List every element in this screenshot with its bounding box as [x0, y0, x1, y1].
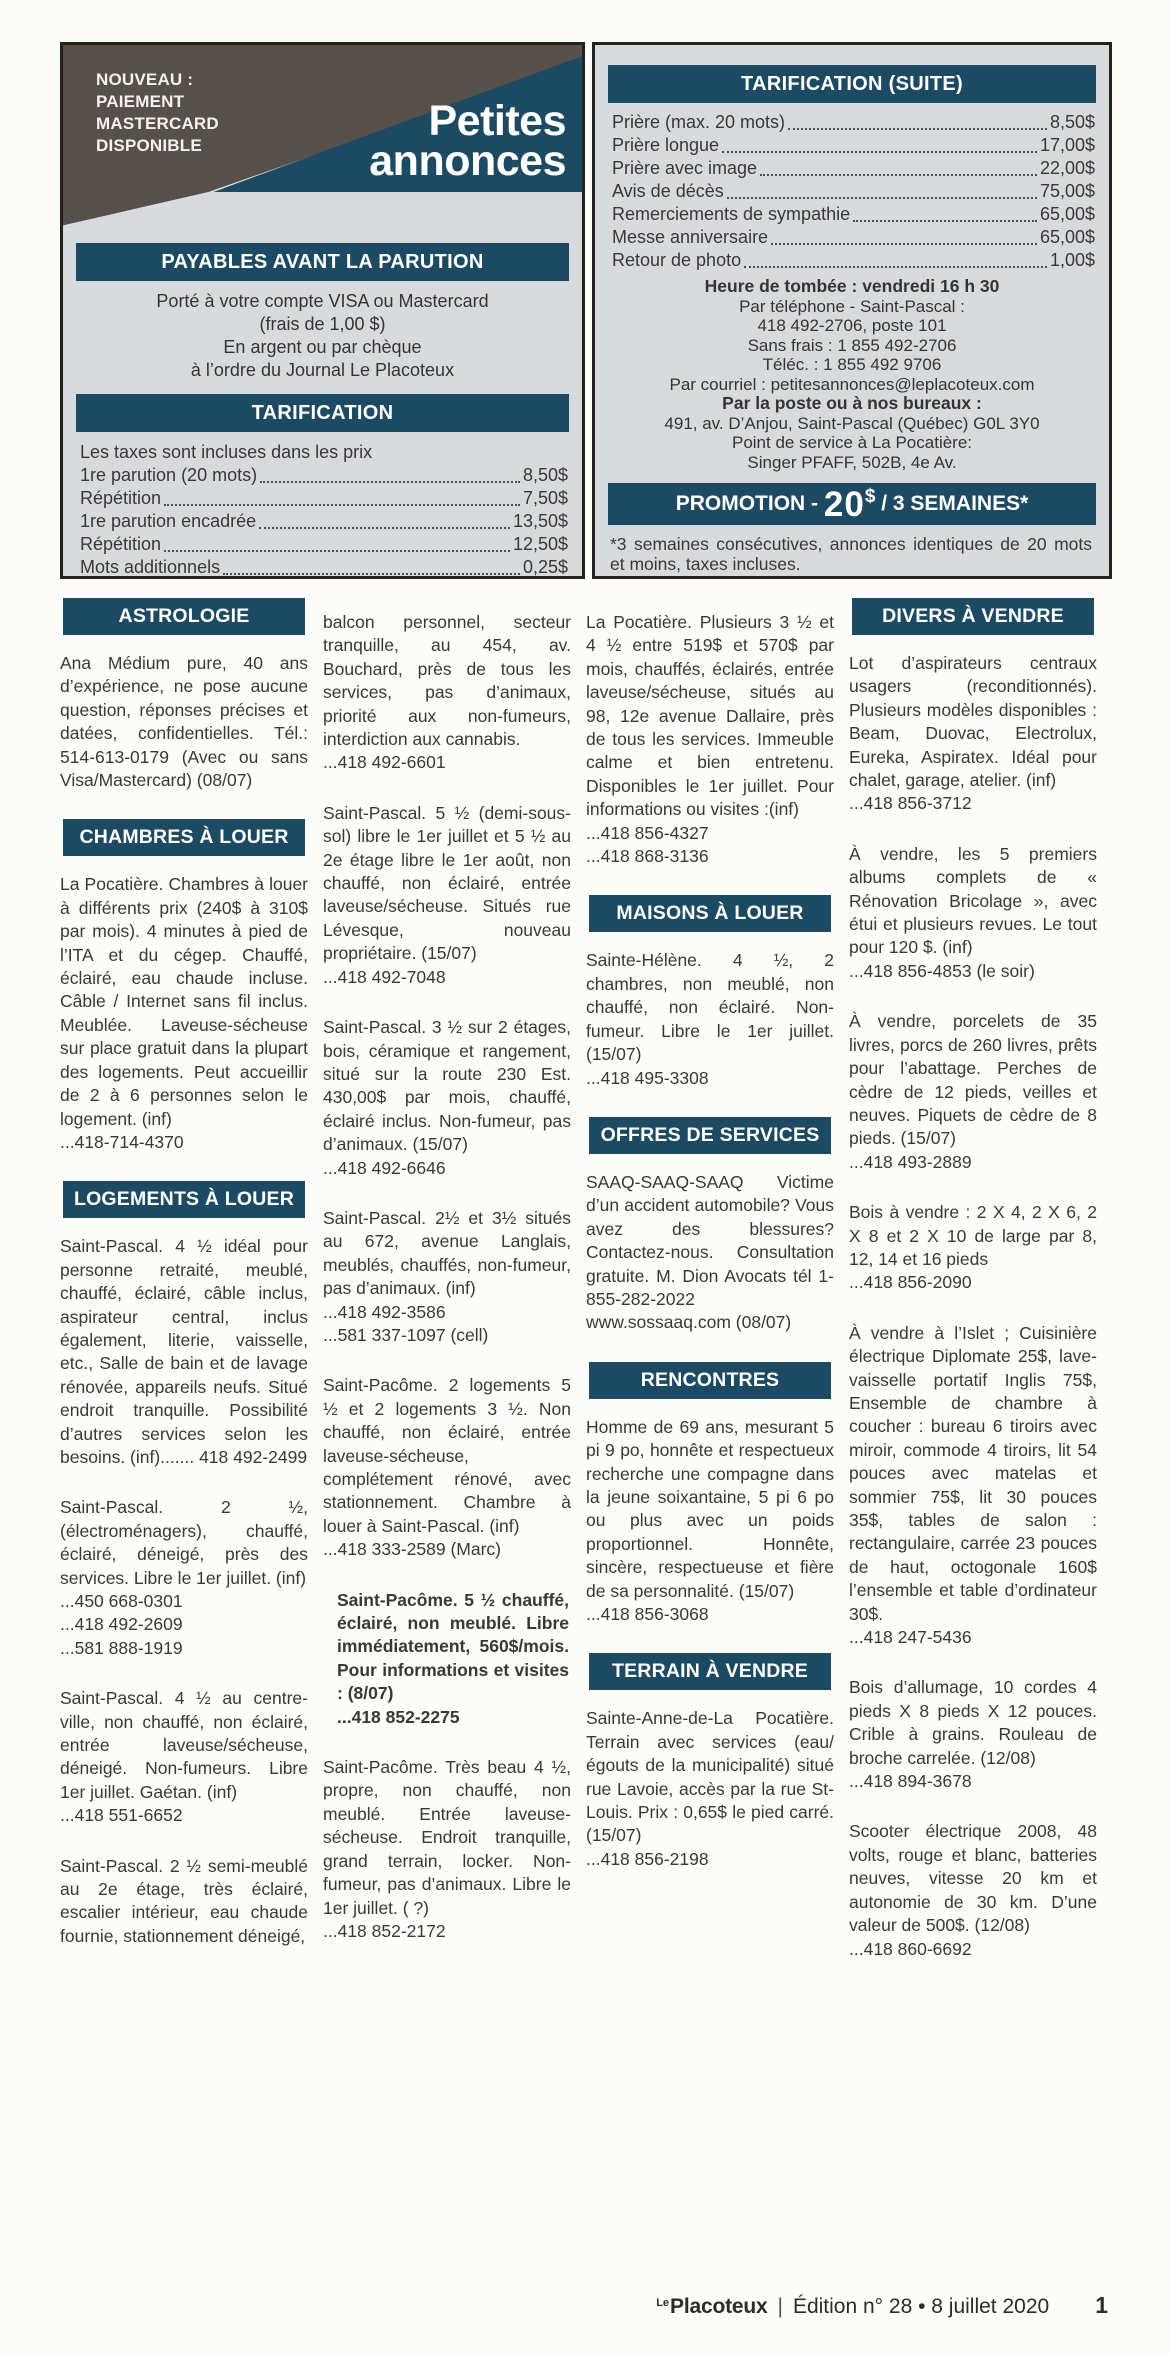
ad-text: Sainte-Hélène. 4 ½, 2 chambres, non meublé, non chauffé, non éclairé. Non-fumeur. Libre le 1er juillet. (15/07) [586, 950, 834, 1065]
tarif-price: 12,50$ [512, 534, 568, 554]
ad-phone: ...418 247-5436 [849, 1627, 972, 1648]
tarif-label: Répétition [80, 488, 162, 508]
contact-info [595, 277, 1109, 472]
page-number: 1 [1095, 2292, 1108, 2318]
classified-ad [849, 1010, 1097, 1174]
payment-method-line: (frais de 1,00 $) [259, 314, 386, 334]
category-header: ASTROLOGIE [63, 598, 305, 635]
ad-phone: ...418 856-4327 [586, 822, 709, 843]
payment-method-line: En argent ou par chèque [223, 337, 422, 357]
page-title-line1: Petites [428, 97, 566, 145]
ad-phone: ...418 492-3586 [323, 1301, 446, 1322]
category-header: OFFRES DE SERVICES [589, 1117, 831, 1154]
ad-text: À vendre à l’Islet ; Cuisinière électrique Diplomate 25$, lave-vaisselle portatif Inglis 75$, Ensemble de chambre à coucher : bureau 6 tiroirs avec miroir, commode 4 tiroirs, lit 54 pouces avec matelas et sommier 75$, lit 30 pouces 35$, tables de salon : rectangulaire, carrée 23 pouces de haut, octogonale 160$ l’ensemble et table d’ordinateur 30$. [849, 1322, 1097, 1624]
notice-line: DISPONIBLE [96, 136, 202, 156]
classified-ad [60, 1496, 308, 1660]
classified-ad [323, 1016, 571, 1180]
ad-phone: ...418-714-4370 [60, 1131, 184, 1152]
ad-text: Saint-Pascal. 2½ et 3½ situés au 672, avenue Langlais, meublés, chauffés, non-fumeur, pas d’animaux. (inf) [323, 1207, 571, 1299]
category-header: TERRAIN À VENDRE [589, 1653, 831, 1690]
ad-phone: ...418 492-7048 [323, 966, 446, 987]
page-title [369, 97, 566, 185]
promo-amount: 20 [823, 484, 865, 524]
footer-separator: | [777, 2295, 783, 2318]
edition-info: Édition n° 28 • 8 juillet 2020 [792, 2295, 1050, 2318]
classified-ad [849, 1676, 1097, 1793]
dotted-leader [223, 573, 520, 575]
tarif-label: Prière avec image [612, 158, 758, 178]
tarif-price: 8,50$ [522, 465, 568, 485]
contact-lines [595, 297, 1109, 395]
ad-text: Ana Médium pure, 40 ans d’expérience, ne pose aucune question, réponses précises et datées, confidentielles. Tél.: 514-613-0179 (Avec ou sans Visa/Mastercard) (08/07) [60, 653, 308, 791]
contact-line: Sans frais : 1 855 492-2706 [747, 335, 957, 355]
dotted-leader [760, 174, 1037, 176]
ad-text: À vendre, porcelets de 35 livres, porcs de 260 livres, prêts pour l’abattage. Perches de cèdre de 12 pieds, veilles et neuves. Piquets de cèdre de 8 pieds. (15/07) [849, 1011, 1097, 1149]
column-1 [60, 598, 308, 1988]
classified-ad [323, 1756, 571, 1943]
ad-text: SAAQ-SAAQ-SAAQ Victime d’un accident automobile? Vous avez des blessures? Contactez-nous. Consultation gratuite. M. Dion Avocats tél 1-855-282-2022 www.sossaaq.com (08/07) [586, 1171, 834, 1333]
category-header: CHAMBRES À LOUER [63, 819, 305, 856]
tarif-label: Remerciements de sympathie [612, 204, 851, 224]
classified-ad [60, 1855, 308, 1949]
classified-ad [849, 1201, 1097, 1295]
promotion-footnote: *3 semaines consécutives, annonces identiques de 20 mots et moins, taxes incluses. [610, 534, 1092, 574]
ad-text: Saint-Pascal. 3 ½ sur 2 étages, bois, céramique et rangement, situé sur la route 230 Est. 430,00$ par mois, chauffé, éclairé inclus. Non-fumeur, pas d’animaux. (15/07) [323, 1017, 571, 1155]
ad-text: Saint-Pacôme. 5 ½ chauffé, éclairé, non meublé. Libre immédiatement, 560$/mois. Pour informations et visites : (8/07) [337, 1589, 569, 1704]
promo-suffix: / 3 SEMAINES* [875, 492, 1029, 515]
tarif-price: 22,00$ [1039, 158, 1095, 178]
column-4 [849, 598, 1097, 1988]
promo-currency: $ [864, 486, 876, 507]
classified-ad [323, 1207, 571, 1347]
category-header: RENCONTRES [589, 1362, 831, 1399]
payment-method-line: à l’ordre du Journal Le Placoteux [190, 360, 455, 380]
brand-prefix: Le [656, 2297, 670, 2309]
tarif-price: 8,50$ [1049, 112, 1095, 132]
tarif-row [612, 203, 1095, 226]
ad-phone: ...418 852-2172 [323, 1920, 446, 1941]
classified-ad [60, 1235, 308, 1469]
promotion-banner [608, 483, 1096, 525]
ad-phone: ...418 856-2198 [586, 1848, 709, 1869]
classified-ad [586, 1707, 834, 1871]
ad-phone: ...418 551-6652 [60, 1805, 183, 1826]
contact-line: 418 492-2706, poste 101 [757, 316, 947, 335]
ad-text: Saint-Pascal. 4 ½ idéal pour personne retraité, meublé, chauffé, éclairé, câble inclus, aspirateur central, inclus également, literie, vaisselle, etc., Salle de bain et de lavage rénovée, appareils neufs. Situé endroit tranquille. Possibilité d’autres services selon les besoins. (inf)....... 418 492-2499 [60, 1236, 308, 1467]
ad-phone: ...450 668-0301 [60, 1591, 183, 1611]
tarif-suite-list [612, 111, 1095, 272]
category-header: DIVERS À VENDRE [852, 598, 1094, 635]
brand-name: Placoteux [670, 2295, 768, 2318]
tarif-row [80, 487, 568, 510]
column-2 [323, 598, 571, 1988]
tarif-label: Avis de décès [612, 181, 724, 201]
ad-phone: ...418 492-2609 [60, 1614, 183, 1635]
tarif-price: 65,00$ [1039, 204, 1095, 224]
ad-text: Saint-Pacôme. 2 logements 5 ½ et 2 logements 3 ½. Non chauffé, non éclairé, entrée laveuse-sécheuse, complétement rénové, avec stationnement. Chambre à louer à Saint-Pascal. (inf) [323, 1375, 571, 1536]
ad-phone: ...418 493-2889 [849, 1151, 972, 1172]
classified-ad [60, 652, 308, 792]
classified-ad [60, 873, 308, 1154]
ad-text: Sainte-Anne-de-La Pocatière. Terrain avec services (eau/égouts de la municipalité) situé rue Lavoie, accès par la rue St-Louis. Prix : 0,65$ le pied carré. (15/07) [586, 1708, 834, 1846]
petites-annonces-banner [63, 45, 582, 231]
tarif-price: 13,50$ [512, 511, 568, 531]
address-line: Singer PFAFF, 502B, 4e Av. [747, 452, 957, 472]
tarif-label: 1re parution encadrée [80, 511, 257, 531]
taxes-note: Les taxes sont incluses dans les prix [80, 442, 373, 462]
ad-phone: ...418 492-6601 [323, 752, 446, 773]
payment-info-box [60, 42, 585, 579]
category-header: LOGEMENTS À LOUER [63, 1181, 305, 1218]
classified-ad [60, 1687, 308, 1827]
ad-text: balcon personnel, secteur tranquille, au 454, av. Bouchard, près de tous les services, pas d’animaux, priorité aux non-fumeurs, interdiction aux cannabis. [323, 612, 571, 750]
ad-text: Saint-Pascal. 5 ½ (demi-sous-sol) libre le 1er juillet et 5 ½ au 2e étage libre le 1er août, non chauffé, non éclairé, entrée laveuse/sécheuse. Situés rue Lévesque, nouveau propriétaire. (15/07) [323, 802, 571, 964]
dotted-leader [853, 220, 1037, 222]
deadline-line: Heure de tombée : vendredi 16 h 30 [704, 276, 1000, 296]
address-lines [595, 414, 1109, 473]
tarif-price: 1,00$ [1049, 250, 1095, 270]
dotted-leader [722, 151, 1037, 153]
top-info-section [60, 42, 1112, 579]
tarif-row [612, 180, 1095, 203]
tarif-label: Retour de photo [612, 250, 742, 270]
tarif-price: 0,25$ [522, 557, 568, 577]
ad-text: Scooter électrique 2008, 48 volts, rouge et blanc, batteries neuves, vitesse 20 km et autonomie de 30 km. D’une valeur de 500$. (12/08) [849, 1821, 1097, 1936]
ad-phone: ...581 888-1919 [60, 1637, 183, 1658]
notice-line: NOUVEAU : [96, 70, 194, 89]
tarif-label: Répétition [80, 534, 162, 554]
tarif-row [80, 556, 568, 579]
post-line: Par la poste ou à nos bureaux : [722, 393, 982, 413]
classified-ad [586, 1171, 834, 1335]
ad-text: Bois d’allumage, 10 cordes 4 pieds X 8 pieds X 12 pouces. Crible à grains. Rouleau de broche carrelée. (12/08) [849, 1677, 1097, 1768]
ad-phone: ...418 333-2589 (Marc) [323, 1539, 502, 1560]
ad-text: Homme de 69 ans, mesurant 5 pi 9 po, honnête et respectueux recherche une compagne dans la jeune soixantaine, 5 pi 6 po ou plus avec un poids proportionnel. Honnête, sincère, respectueuse et fière de sa personnalité. (15/07) [586, 1416, 834, 1601]
classified-columns [60, 598, 1097, 1988]
tarif-row [80, 464, 568, 487]
tarif-row [612, 111, 1095, 134]
ad-phone: ...418 495-3308 [586, 1067, 709, 1088]
classified-ad [323, 802, 571, 989]
address-line: 491, av. D’Anjou, Saint-Pascal (Québec) G0L 3Y0 [664, 413, 1040, 433]
classified-ad [849, 652, 1097, 816]
payment-method-line: Porté à votre compte VISA ou Mastercard [156, 291, 489, 311]
page-footer [656, 2292, 1108, 2319]
tarif-price: 75,00$ [1039, 181, 1095, 201]
ad-text: À vendre, les 5 premiers albums complets de « Rénovation Bricolage », avec étui et plusieurs revues. Le tout pour 120 $. (inf) [849, 843, 1097, 958]
classified-ad [323, 1589, 571, 1729]
tarif-row [612, 249, 1095, 272]
tarif-row [612, 226, 1095, 249]
classified-ad [586, 1416, 834, 1627]
ad-phone: ...418 856-4853 (le soir) [849, 960, 1035, 981]
ad-phone: ...418 868-3136 [586, 846, 709, 867]
classified-ad [849, 1820, 1097, 1960]
page-title-line2: annonces [369, 136, 566, 185]
classified-ad [586, 949, 834, 1089]
dotted-leader [164, 550, 510, 552]
dotted-leader [259, 527, 510, 529]
payment-methods [63, 290, 582, 382]
classified-ad [323, 611, 571, 775]
payables-header: PAYABLES AVANT LA PARUTION [76, 243, 569, 281]
ad-text: Bois à vendre : 2 X 4, 2 X 6, 2 X 8 et 2 X 10 de large par 8, 12, 14 et 16 pieds [849, 1202, 1097, 1269]
tarification-suite-header: TARIFICATION (SUITE) [608, 65, 1096, 103]
tarif-row [80, 510, 568, 533]
dotted-leader [788, 128, 1047, 130]
classified-ad [586, 611, 834, 868]
tarif-price: 65,00$ [1039, 227, 1095, 247]
tarif-price: 7,50$ [522, 488, 568, 508]
contact-line: Par courriel : petitesannonces@leplacoteux.com [669, 374, 1035, 394]
ad-text: Saint-Pascal. 2 ½, (électroménagers), chauffé, éclairé, déneigé, près des services. Libre le 1er juillet. (inf) [60, 1497, 308, 1588]
notice-line: PAIEMENT [96, 92, 185, 112]
ad-phone: ...418 856-3712 [849, 793, 972, 814]
tarif-row [80, 533, 568, 556]
dotted-leader [771, 243, 1037, 245]
ad-phone: ...418 492-6646 [323, 1157, 446, 1178]
tarif-label: 1re parution (20 mots) [80, 465, 258, 485]
tarif-price: 17,00$ [1039, 135, 1095, 155]
ad-text: Saint-Pascal. 2 ½ semi-meublé au 2e étage, très éclairé, escalier intérieur, eau chaude fournie, stationnement déneigé, [60, 1855, 308, 1946]
tarif-label: Mots additionnels [80, 557, 221, 577]
tarif-label: Prière longue [612, 135, 720, 155]
ad-phone: ...418 860-6692 [849, 1938, 972, 1959]
ad-phone: ...418 856-2090 [849, 1272, 972, 1293]
contact-line: Téléc. : 1 855 492 9706 [762, 355, 942, 374]
dotted-leader [164, 504, 520, 506]
ad-text: Lot d’aspirateurs centraux usagers (reconditionnés). Plusieurs modèles disponibles : Beam, Duovac, Electrolux, Eureka, Aspiratex. Idéal pour chalet, garage, atelier. (inf) [849, 653, 1097, 791]
classified-ad [323, 1374, 571, 1561]
tarif-row [612, 157, 1095, 180]
tarif-row [612, 134, 1095, 157]
dotted-leader [744, 266, 1047, 268]
tarif-label: Messe anniversaire [612, 227, 769, 247]
dotted-leader [727, 197, 1037, 199]
ad-text: La Pocatière. Plusieurs 3 ½ et 4 ½ entre 519$ et 570$ par mois, chauffés, éclairés, entrée laveuse/sécheuse, situés au 98, 12e avenue Dallaire, près de tous les services. Immeuble calme et bien entretenu. Disponibles le 1er juillet. Pour informations ou visites :(inf) [586, 612, 834, 820]
column-3 [586, 598, 834, 1988]
tarification-suite-box [592, 42, 1112, 579]
tarif-label: Prière (max. 20 mots) [612, 112, 786, 132]
notice-line: MASTERCARD [96, 114, 219, 134]
promo-prefix: PROMOTION - [675, 492, 824, 515]
dotted-leader [260, 481, 520, 483]
ad-text: Saint-Pacôme. Très beau 4 ½, propre, non chauffé, non meublé. Entrée laveuse-sécheuse. Endroit tranquille, grand terrain, locker. Non-fumeur, pas d’animaux. Libre le 1er juillet. ( ?) [323, 1757, 571, 1918]
ad-text: La Pocatière. Chambres à louer à différents prix (240$ à 310$ par mois). 4 minutes à pied de l’ITA et du cégep. Chauffé, éclairé, eau chaude incluse. Câble / Internet sans fil inclus. Meublée. Laveuse-sécheuse sur place gratuit dans la plupart des logements. Peut accueillir de 2 à 6 personnes selon le logement. (inf) [60, 874, 308, 1129]
ad-phone: ...418 856-3068 [586, 1604, 709, 1624]
ad-phone: ...581 337-1097 (cell) [323, 1324, 489, 1345]
ad-phone: ...418 852-2275 [337, 1706, 460, 1727]
mastercard-notice [96, 69, 219, 157]
ad-text: Saint-Pascal. 4 ½ au centre-ville, non chauffé, non éclairé, entrée laveuse/sécheuse, déneigé. Non-fumeurs. Libre 1er juillet. Gaétan. (inf) [60, 1688, 308, 1802]
address-line: Point de service à La Pocatière: [731, 433, 973, 452]
contact-line: Par téléphone - Saint-Pascal : [739, 296, 965, 316]
classified-ad [849, 1322, 1097, 1650]
classified-ad [849, 843, 1097, 983]
category-header: MAISONS À LOUER [589, 895, 831, 932]
ad-phone: ...418 894-3678 [849, 1771, 972, 1792]
tarification-header: TARIFICATION [76, 394, 569, 432]
tarif-list [80, 464, 568, 579]
